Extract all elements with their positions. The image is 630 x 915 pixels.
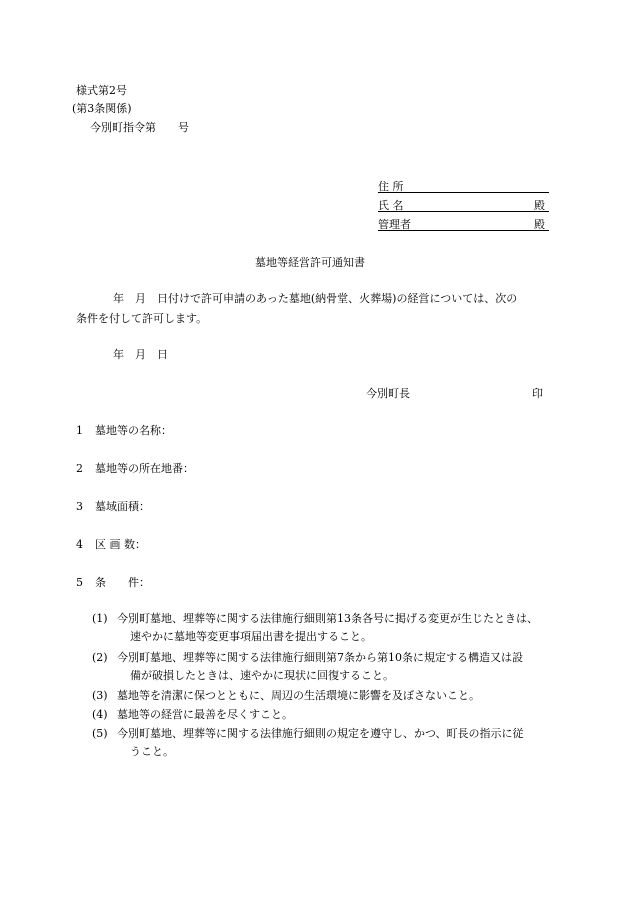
body-line-2: 条件を付して許可します。 — [76, 312, 208, 325]
seal-mark: 印 — [532, 387, 543, 400]
condition-number: (3) — [92, 689, 108, 702]
item-label-1: 墓地等の名称： — [95, 424, 172, 437]
condition-number: (5) — [92, 727, 108, 740]
manager-label: 管理者 — [378, 218, 411, 231]
item-number-3: 3 — [76, 500, 83, 513]
address-label: 住 所 — [378, 180, 404, 193]
condition-text-cont: 速やかに墓地等変更事項届出書を提出すること。 — [130, 630, 372, 643]
body-line-1: 年 月 日付けで許可申請のあった墓地(納骨堂、火葬場)の経営については、次の — [113, 292, 518, 305]
date-line: 年 月 日 — [113, 348, 168, 361]
condition-text: 今別町墓地、埋葬等に関する法律施行細則の規定を遵守し、かつ、町長の指示に従 — [117, 727, 524, 740]
address-row — [378, 178, 549, 193]
document-title: 墓地等経営許可通知書 — [255, 256, 365, 269]
related-article: (第3条関係) — [72, 102, 132, 115]
form-number: 様式第2号 — [76, 84, 127, 97]
condition-number: (4) — [92, 708, 108, 721]
condition-text-cont: うこと。 — [130, 745, 174, 758]
manager-honorific: 殿 — [534, 218, 545, 231]
directive-number: 今別町指令第 号 — [90, 121, 189, 134]
item-label-2: 墓地等の所在地番： — [95, 462, 194, 475]
item-number-1: 1 — [76, 424, 83, 437]
signatory-name: 今別町長 — [366, 387, 410, 400]
name-honorific: 殿 — [534, 199, 545, 212]
item-number-5: 5 — [76, 576, 83, 589]
manager-row — [378, 216, 549, 231]
condition-text: 墓地等を清潔に保つとともに、周辺の生活環境に影響を及ぼさないこと。 — [117, 689, 480, 702]
item-number-2: 2 — [76, 462, 83, 475]
condition-text-cont: 備が破損したときは、速やかに現状に回復すること。 — [130, 669, 394, 682]
condition-text: 今別町墓地、埋葬等に関する法律施行細則第13条各号に掲げる変更が生じたときは、 — [117, 612, 538, 625]
condition-text: 墓地等の経営に最善を尽くすこと。 — [117, 708, 293, 721]
item-label-5: 条 件： — [95, 576, 150, 589]
condition-number: (1) — [92, 612, 108, 625]
item-label-3: 墓域面積： — [95, 500, 150, 513]
condition-number: (2) — [92, 651, 108, 664]
item-number-4: 4 — [76, 538, 83, 551]
item-label-4: 区 画 数： — [95, 538, 146, 551]
condition-text: 今別町墓地、埋葬等に関する法律施行細則第7条から第10条に規定する構造又は設 — [117, 651, 523, 664]
name-row — [378, 197, 549, 212]
name-label: 氏 名 — [378, 199, 404, 212]
